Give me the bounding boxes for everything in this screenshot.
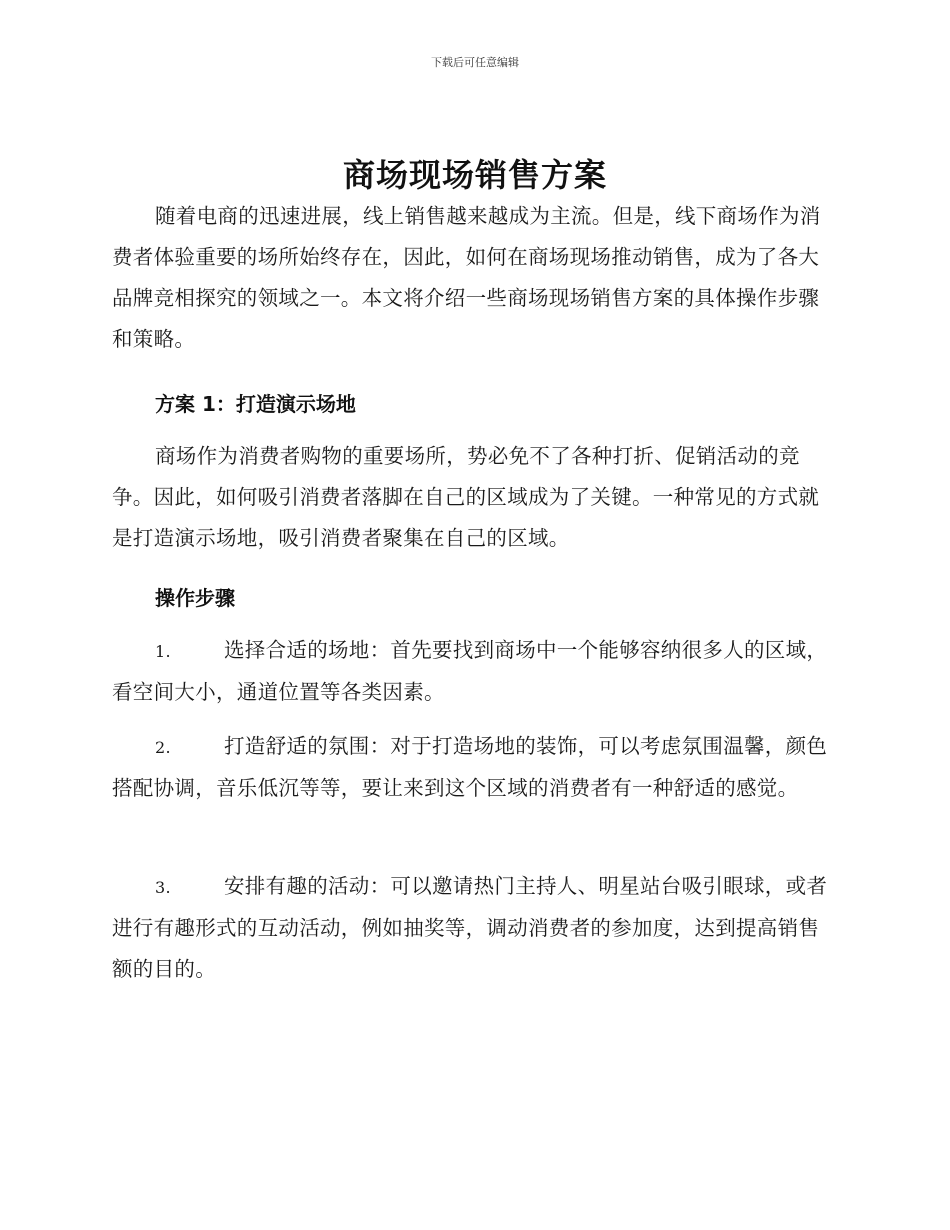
step-item	[112, 630, 832, 713]
page-title: 商场现场销售方案	[342, 156, 607, 194]
step-text: 安排有趣的活动：可以邀请热门主持人、明星站台吸引眼球，或者进行有趣形式的互动活动，例如抽奖等，调动消费者的参加度，达到提高销售额的目的。	[112, 874, 828, 981]
header-note: 下载后可任意编辑	[431, 56, 519, 69]
step-number: 3.	[155, 878, 171, 897]
section-paragraph: 商场作为消费者购物的重要场所，势必免不了各种打折、促销活动的竞争。因此，如何吸引消费者落脚在自己的区域成为了关键。一种常见的方式就是打造演示场地，吸引消费者聚集在自己的区域。	[112, 444, 820, 550]
intro-paragraph: 随着电商的迅速进展，线上销售越来越成为主流。但是，线下商场作为消费者体验重要的场所始终存在，因此，如何在商场现场推动销售，成为了各大品牌竞相探究的领域之一。本文将介绍一些商场现场销售方案的具体操作步骤和策略。	[112, 204, 821, 351]
step-number: 1.	[155, 642, 171, 661]
step-text: 打造舒适的氛围：对于打造场地的装饰，可以考虑氛围温馨，颜色搭配协调，音乐低沉等等，要让来到这个区域的消费者有一种舒适的感觉。	[112, 734, 828, 800]
steps-heading: 操作步骤	[155, 586, 235, 610]
step-item	[112, 866, 832, 990]
step-number: 2.	[155, 738, 171, 757]
step-text: 选择合适的场地：首先要找到商场中一个能够容纳很多人的区域，看空间大小，通道位置等各类因素。	[112, 638, 828, 704]
step-item	[112, 726, 832, 809]
section-heading: 方案 1：打造演示场地	[155, 392, 356, 416]
